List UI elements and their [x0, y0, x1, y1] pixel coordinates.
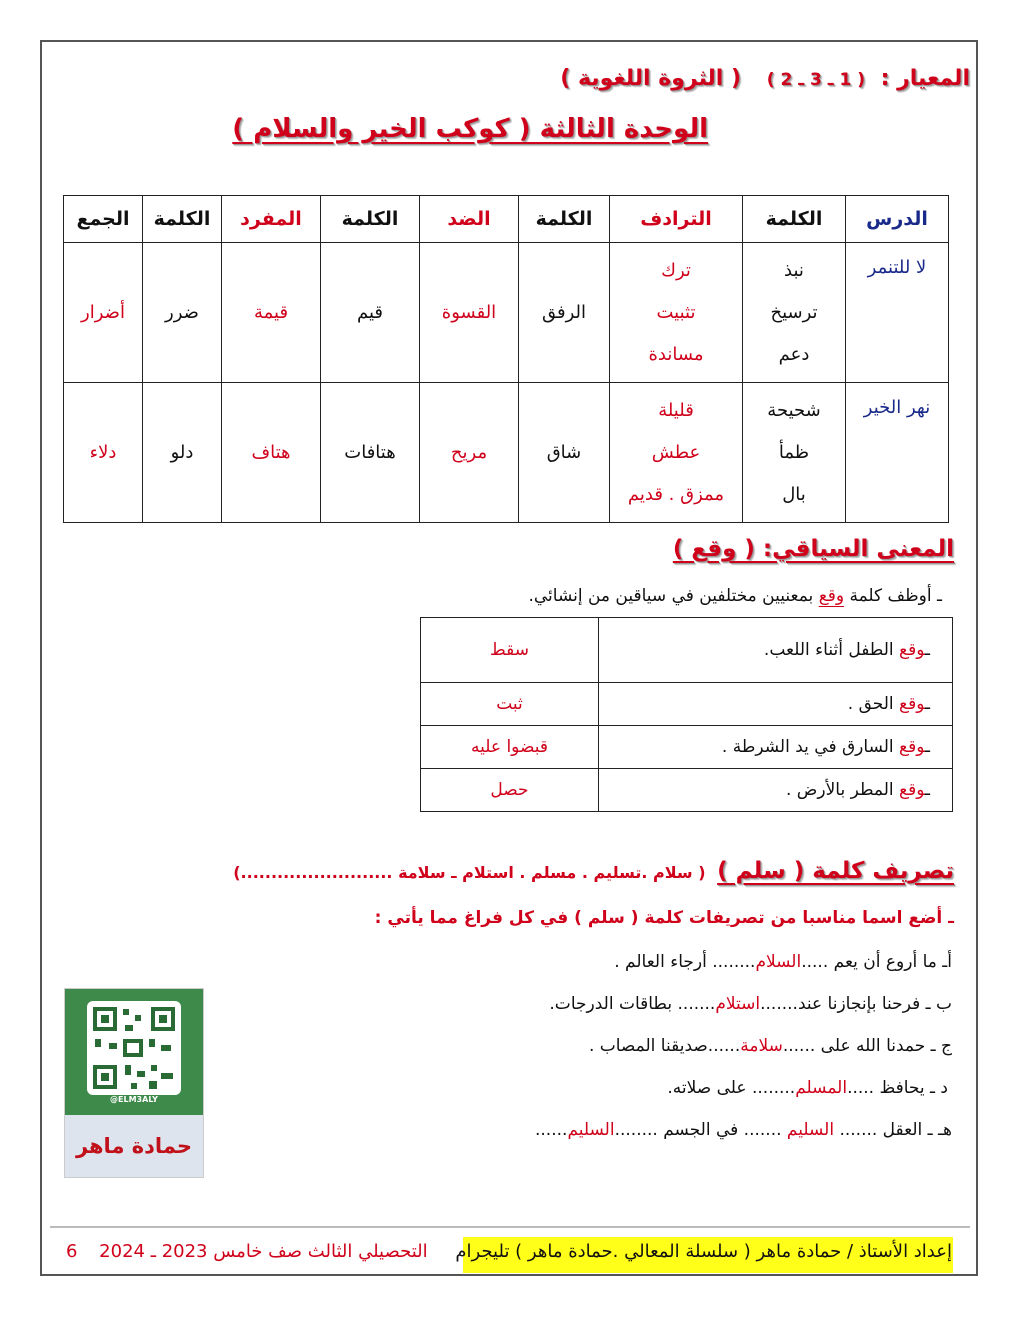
sentence-rest: الطفل أثناء اللعب. — [763, 640, 900, 660]
fill-post: ........ أرجاء العالم . — [614, 952, 756, 972]
conjugation-instruction: ـ أضع اسما مناسبا من تصريفات كلمة ( سلم ) في كل فراغ مما يأتي : — [374, 908, 954, 928]
meaning-cell: قبضوا عليه — [421, 726, 599, 769]
synonym-item: قليلة — [658, 399, 694, 421]
qr-name-plate — [65, 1115, 203, 1177]
antonym-word-cell: شاق — [519, 383, 610, 523]
fill-answer: السليم — [786, 1120, 835, 1140]
conjugation-line — [233, 858, 954, 884]
instruction-pre: ـ أوظف كلمة — [849, 586, 942, 606]
plural-word-cell: ضرر — [143, 243, 222, 383]
sentence-keyword: وقع — [899, 737, 926, 757]
qr-code-icon — [87, 1001, 181, 1095]
qr-handle: @ELM3ALY — [110, 1095, 158, 1104]
fill-answer: السليم — [567, 1120, 615, 1140]
plural-cell: دلاء — [64, 383, 143, 523]
fill-answer: استلام — [715, 994, 761, 1014]
unit-title: الوحدة الثالثة ( كوكب الخير والسلام ) — [232, 114, 708, 144]
footer — [66, 1241, 952, 1262]
table-row — [421, 618, 953, 683]
word-item: بال — [782, 483, 806, 505]
singular-word-cell: قيم — [321, 243, 420, 383]
sentence-rest: الحق . — [847, 694, 900, 714]
sentence-dash: ـ — [925, 737, 930, 757]
fill-item — [589, 1036, 952, 1056]
footer-exam: التحصيلي الثالث صف خامس 2023 ـ 2024 — [99, 1241, 428, 1262]
fill-item — [549, 994, 952, 1014]
conjugation-heading: تصريف كلمة ( سلم ) — [717, 858, 954, 884]
synonym-item: عطش — [651, 441, 701, 463]
lesson-cell: نهر الخير — [846, 383, 949, 523]
qr-name: حمادة ماهر — [75, 1134, 193, 1158]
header-lesson: الدرس — [846, 196, 949, 243]
footer-author: إعداد الأستاذ / حمادة ماهر ( سلسلة المعالي .حمادة ماهر ) تليجرام — [455, 1241, 952, 1262]
header-antonym: الضد — [420, 196, 519, 243]
sentence-rest: السارق في يد الشرطة . — [721, 737, 900, 757]
synonyms-cell — [610, 243, 743, 383]
sentence-dash: ـ — [925, 780, 930, 800]
instruction-post: بمعنيين مختلفين في سياقين من إنشائي. — [528, 586, 814, 606]
vocab-table — [63, 195, 949, 523]
header-word: الكلمة — [143, 196, 222, 243]
sentence-dash: ـ — [925, 694, 930, 714]
fill-item — [667, 1078, 948, 1098]
fill-pre: ج ـ حمدنا الله على ...... — [782, 1036, 952, 1056]
singular-cell: قيمة — [222, 243, 321, 383]
antonym-cell: القسوة — [420, 243, 519, 383]
header-synonym: الترادف — [610, 196, 743, 243]
table-row — [64, 243, 949, 383]
fill-answer: السلام — [755, 952, 802, 972]
meaning-cell: سقط — [421, 618, 599, 683]
header-word: الكلمة — [743, 196, 846, 243]
qr-badge — [64, 988, 204, 1178]
vocab-header-row — [64, 196, 949, 243]
synonym-item: تثبيت — [656, 301, 696, 323]
fill-answer: المسلم — [795, 1078, 848, 1098]
sentence-keyword: وقع — [899, 640, 926, 660]
fill-pre: ب ـ فرحنا بإنجازنا عند....... — [760, 994, 952, 1014]
contextual-instruction — [528, 586, 942, 606]
header-word: الكلمة — [321, 196, 420, 243]
sentence-cell — [599, 683, 953, 726]
sentence-keyword: وقع — [899, 780, 926, 800]
word-item: شحيحة — [767, 399, 821, 421]
conjugation-forms: ( سلام .تسليم . مسلم . استلام ـ سلامة .........................) — [233, 863, 706, 882]
fill-pre: هـ ـ العقل ....... — [834, 1120, 952, 1140]
standard-topic: ( الثروة اللغوية ) — [560, 66, 742, 91]
synonym-item: ترك — [661, 259, 691, 281]
header-singular: المفرد — [222, 196, 321, 243]
fill-item — [535, 1120, 952, 1140]
meaning-cell: حصل — [421, 769, 599, 812]
fill-item — [614, 952, 952, 972]
word-item: ترسيخ — [770, 301, 818, 323]
words-cell — [743, 243, 846, 383]
fill-answer: سلامة — [740, 1036, 783, 1056]
standard-label: المعيار : — [880, 66, 970, 91]
words-cell — [743, 383, 846, 523]
fill-post: ......صديقنا المصاب . — [588, 1036, 741, 1056]
singular-cell: هتاف — [222, 383, 321, 523]
fill-post: ....... في الجسم ........ — [614, 1120, 787, 1140]
qr-code-graphic — [87, 1001, 181, 1095]
instruction-word: وقع — [818, 586, 845, 606]
table-row — [421, 769, 953, 812]
fill-pre: أـ ما أروع أن يعم ..... — [801, 952, 952, 972]
plural-cell: أضرار — [64, 243, 143, 383]
footer-divider — [50, 1226, 970, 1228]
sentence-cell — [599, 618, 953, 683]
sentence-dash: ـ — [925, 640, 930, 660]
contextual-heading: المعنى السياقي: ( وقع ) — [672, 536, 954, 562]
word-item: دعم — [778, 343, 810, 365]
synonym-item: ممزق . قديم — [627, 483, 725, 505]
word-item: ظمأ — [778, 441, 810, 463]
fill-pre: د ـ يحافظ ..... — [847, 1078, 948, 1098]
standard-codes: ( 1 ـ 3 ـ 2 ) — [766, 70, 865, 90]
sentence-keyword: وقع — [899, 694, 926, 714]
synonym-item: مساندة — [648, 343, 704, 365]
standard-line — [560, 66, 970, 91]
sentence-rest: المطر بالأرض . — [786, 780, 900, 800]
fill-post: ...... — [535, 1120, 568, 1140]
meaning-cell: ثبت — [421, 683, 599, 726]
synonyms-cell — [610, 383, 743, 523]
fill-post: ........ على صلاته. — [667, 1078, 796, 1098]
contextual-table — [420, 617, 953, 812]
antonym-word-cell: الرفق — [519, 243, 610, 383]
table-row — [421, 683, 953, 726]
lesson-cell: لا للتنمر — [846, 243, 949, 383]
sentence-cell — [599, 726, 953, 769]
table-row — [64, 383, 949, 523]
singular-word-cell: هتافات — [321, 383, 420, 523]
word-item: نبذ — [784, 259, 804, 281]
header-plural: الجمع — [64, 196, 143, 243]
antonym-cell: مريح — [420, 383, 519, 523]
footer-page-number: 6 — [65, 1241, 78, 1262]
table-row — [421, 726, 953, 769]
plural-word-cell: دلو — [143, 383, 222, 523]
fill-post: ....... بطاقات الدرجات. — [549, 994, 716, 1014]
sentence-cell — [599, 769, 953, 812]
header-word: الكلمة — [519, 196, 610, 243]
